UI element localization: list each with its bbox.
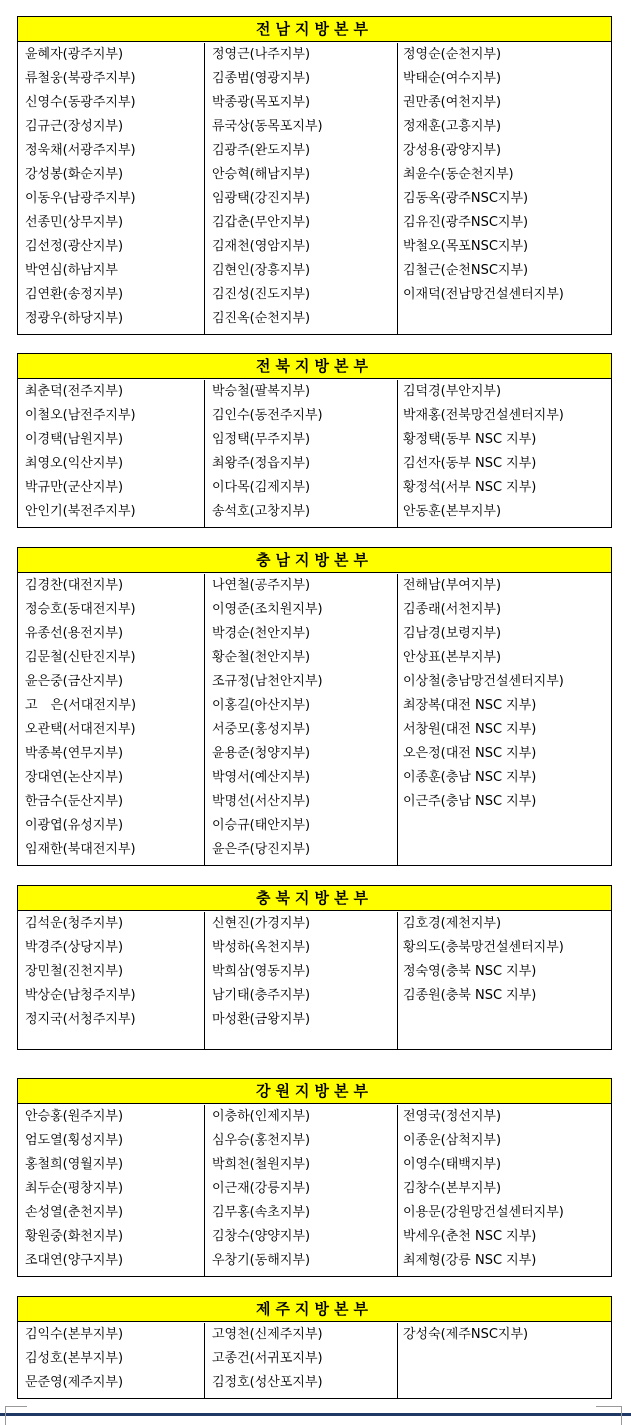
member-entry: 조규정(남천안지부) bbox=[212, 674, 323, 689]
section-title: 충북지방본부 bbox=[18, 886, 611, 911]
member-entry: 류국상(동목포지부) bbox=[212, 119, 323, 134]
member-entry: 김광주(완도지부) bbox=[212, 143, 311, 158]
member-entry: 안상표(본부지부) bbox=[403, 650, 502, 665]
member-entry: 최제형(강릉 NSC 지부) bbox=[403, 1253, 537, 1268]
member-entry: 한금수(둔산지부) bbox=[25, 794, 124, 809]
member-entry: 임광택(강진지부) bbox=[212, 191, 311, 206]
member-entry: 최두순(평창지부) bbox=[25, 1181, 124, 1196]
member-entry: 김진성(진도지부) bbox=[212, 287, 311, 302]
member-entry: 이승규(태안지부) bbox=[212, 818, 311, 833]
member-entry: 이철오(남전주지부) bbox=[25, 408, 136, 423]
member-entry: 남기태(충주지부) bbox=[212, 988, 311, 1003]
member-entry: 강성봉(화순지부) bbox=[25, 167, 124, 182]
member-entry: 최춘덕(전주지부) bbox=[25, 384, 124, 399]
member-entry: 안승홍(원주지부) bbox=[25, 1109, 124, 1124]
member-entry: 김석운(청주지부) bbox=[25, 916, 124, 931]
column-1 bbox=[18, 1105, 205, 1276]
member-entry: 박희천(철원지부) bbox=[212, 1157, 311, 1172]
column-3 bbox=[398, 43, 611, 334]
member-entry: 이영수(태백지부) bbox=[403, 1157, 502, 1172]
member-entry: 서창원(대전 NSC 지부) bbox=[403, 722, 537, 737]
member-entry: 김진옥(순천지부) bbox=[212, 311, 311, 326]
member-entry: 박재홍(전북망건설센터지부) bbox=[403, 408, 564, 423]
member-entry: 김덕경(부안지부) bbox=[403, 384, 502, 399]
member-entry: 김철근(순천NSC지부) bbox=[403, 263, 529, 278]
member-entry: 김선정(광산지부) bbox=[25, 239, 124, 254]
member-entry: 우창기(동해지부) bbox=[212, 1253, 311, 1268]
member-entry: 문준영(제주지부) bbox=[25, 1375, 124, 1390]
member-entry: 안인기(북전주지부) bbox=[25, 504, 136, 519]
column-2 bbox=[205, 380, 398, 527]
member-entry: 김문철(신탄진지부) bbox=[25, 650, 136, 665]
section-gangwon bbox=[17, 1078, 612, 1277]
column-2 bbox=[205, 912, 398, 1049]
member-entry: 정승호(동대전지부) bbox=[25, 602, 136, 617]
member-entry: 박종광(목포지부) bbox=[212, 95, 311, 110]
name-grid bbox=[18, 379, 611, 527]
member-entry: 임정택(무주지부) bbox=[212, 432, 311, 447]
member-entry: 장민철(진천지부) bbox=[25, 964, 124, 979]
member-entry: 박승철(팔복지부) bbox=[212, 384, 311, 399]
column-2 bbox=[205, 1323, 398, 1398]
member-entry: 김호경(제천지부) bbox=[403, 916, 502, 931]
member-entry: 안승혁(해남지부) bbox=[212, 167, 311, 182]
section-title: 강원지방본부 bbox=[18, 1079, 611, 1104]
section-chungnam bbox=[17, 547, 612, 866]
member-entry: 마성환(금왕지부) bbox=[212, 1012, 311, 1027]
section-title: 전남지방본부 bbox=[18, 17, 611, 42]
column-1 bbox=[18, 912, 205, 1049]
member-entry: 고종건(서귀포지부) bbox=[212, 1351, 323, 1366]
member-entry: 김재천(영암지부) bbox=[212, 239, 311, 254]
member-entry: 고 은(서대전지부) bbox=[25, 698, 137, 713]
name-grid bbox=[18, 1322, 611, 1398]
member-entry: 엄도열(횡성지부) bbox=[25, 1133, 124, 1148]
member-entry: 정숙영(충북 NSC 지부) bbox=[403, 964, 537, 979]
member-entry: 최왕주(정읍지부) bbox=[212, 456, 311, 471]
member-entry: 전해남(부여지부) bbox=[403, 578, 502, 593]
name-grid bbox=[18, 911, 611, 1049]
member-entry: 박연심(하남지부 bbox=[25, 263, 118, 278]
member-entry: 정재훈(고흥지부) bbox=[403, 119, 502, 134]
member-entry: 윤용준(청양지부) bbox=[212, 746, 311, 761]
member-entry: 서중모(홍성지부) bbox=[212, 722, 311, 737]
member-entry: 이종운(삼척지부) bbox=[403, 1133, 502, 1148]
column-2 bbox=[205, 1105, 398, 1276]
column-3 bbox=[398, 574, 611, 865]
member-entry: 김창수(본부지부) bbox=[403, 1181, 502, 1196]
column-1 bbox=[18, 43, 205, 334]
member-entry: 이재덕(전남망건설센터지부) bbox=[403, 287, 564, 302]
member-entry: 이경택(남원지부) bbox=[25, 432, 124, 447]
member-entry: 윤은중(금산지부) bbox=[25, 674, 124, 689]
member-entry: 최장복(대전 NSC 지부) bbox=[403, 698, 537, 713]
member-entry: 강성숙(제주NSC지부) bbox=[403, 1327, 529, 1342]
column-1 bbox=[18, 574, 205, 865]
member-entry: 박규만(군산지부) bbox=[25, 480, 124, 495]
member-entry: 김성호(본부지부) bbox=[25, 1351, 124, 1366]
member-entry: 장대연(논산지부) bbox=[25, 770, 124, 785]
member-entry: 김연환(송정지부) bbox=[25, 287, 124, 302]
member-entry: 오은정(대전 NSC 지부) bbox=[403, 746, 537, 761]
column-2 bbox=[205, 574, 398, 865]
member-entry: 조대연(양구지부) bbox=[25, 1253, 124, 1268]
member-entry: 박태순(여수지부) bbox=[403, 71, 502, 86]
column-3 bbox=[398, 1323, 611, 1398]
member-entry: 박세우(춘천 NSC 지부) bbox=[403, 1229, 537, 1244]
member-entry: 김유진(광주NSC지부) bbox=[403, 215, 529, 230]
member-entry: 박희삼(영동지부) bbox=[212, 964, 311, 979]
member-entry: 손성열(춘천지부) bbox=[25, 1205, 124, 1220]
member-entry: 이영준(조치원지부) bbox=[212, 602, 323, 617]
member-entry: 유종선(용전지부) bbox=[25, 626, 124, 641]
name-grid bbox=[18, 573, 611, 865]
member-entry: 황정택(동부 NSC 지부) bbox=[403, 432, 537, 447]
member-entry: 고영천(신제주지부) bbox=[212, 1327, 323, 1342]
footer-rule bbox=[0, 1413, 631, 1416]
member-entry: 이종훈(충남 NSC 지부) bbox=[403, 770, 537, 785]
member-entry: 황순철(천안지부) bbox=[212, 650, 311, 665]
column-3 bbox=[398, 380, 611, 527]
member-entry: 박영서(예산지부) bbox=[212, 770, 311, 785]
member-entry: 이근재(강릉지부) bbox=[212, 1181, 311, 1196]
member-entry: 황정석(서부 NSC 지부) bbox=[403, 480, 537, 495]
member-entry: 신영수(동광주지부) bbox=[25, 95, 136, 110]
member-entry: 이용문(강원망건설센터지부) bbox=[403, 1205, 564, 1220]
member-entry: 권만종(여천지부) bbox=[403, 95, 502, 110]
member-entry: 선종민(상무지부) bbox=[25, 215, 124, 230]
member-entry: 최영오(익산지부) bbox=[25, 456, 124, 471]
name-grid bbox=[18, 42, 611, 334]
member-entry: 김현인(장흥지부) bbox=[212, 263, 311, 278]
member-entry: 김동옥(광주NSC지부) bbox=[403, 191, 529, 206]
member-entry: 이광엽(유성지부) bbox=[25, 818, 124, 833]
section-title: 충남지방본부 bbox=[18, 548, 611, 573]
member-entry: 김창수(양양지부) bbox=[212, 1229, 311, 1244]
member-entry: 박종복(연무지부) bbox=[25, 746, 124, 761]
member-entry: 김종범(영광지부) bbox=[212, 71, 311, 86]
member-entry: 김규근(장성지부) bbox=[25, 119, 124, 134]
member-entry: 김익수(본부지부) bbox=[25, 1327, 124, 1342]
member-entry: 이충하(인제지부) bbox=[212, 1109, 311, 1124]
member-entry: 김남경(보령지부) bbox=[403, 626, 502, 641]
column-1 bbox=[18, 1323, 205, 1398]
member-entry: 박성하(옥천지부) bbox=[212, 940, 311, 955]
section-jeonbuk bbox=[17, 353, 612, 528]
member-entry: 김종래(서천지부) bbox=[403, 602, 502, 617]
member-entry: 윤은주(당진지부) bbox=[212, 842, 311, 857]
section-jeonnam bbox=[17, 16, 612, 335]
member-entry: 나연철(공주지부) bbox=[212, 578, 311, 593]
column-2 bbox=[205, 43, 398, 334]
member-entry: 이다목(김제지부) bbox=[212, 480, 311, 495]
page-corner-mark-right bbox=[596, 1406, 622, 1425]
member-entry: 박경순(천안지부) bbox=[212, 626, 311, 641]
member-entry: 정지국(서청주지부) bbox=[25, 1012, 136, 1027]
member-entry: 김무홍(속초지부) bbox=[212, 1205, 311, 1220]
member-entry: 정광우(하당지부) bbox=[25, 311, 124, 326]
section-jeju bbox=[17, 1296, 612, 1399]
member-entry: 윤혜자(광주지부) bbox=[25, 47, 124, 62]
member-entry: 최윤수(동순천지부) bbox=[403, 167, 514, 182]
member-entry: 황원중(화천지부) bbox=[25, 1229, 124, 1244]
member-entry: 신현진(가경지부) bbox=[212, 916, 311, 931]
member-entry: 황의도(충북망건설센터지부) bbox=[403, 940, 564, 955]
member-entry: 이근주(충남 NSC 지부) bbox=[403, 794, 537, 809]
member-entry: 안동훈(본부지부) bbox=[403, 504, 502, 519]
member-entry: 심우승(홍천지부) bbox=[212, 1133, 311, 1148]
member-entry: 정영근(나주지부) bbox=[212, 47, 311, 62]
member-entry: 박상순(남청주지부) bbox=[25, 988, 136, 1003]
member-entry: 이상철(충남망건설센터지부) bbox=[403, 674, 564, 689]
column-1 bbox=[18, 380, 205, 527]
column-3 bbox=[398, 912, 611, 1049]
member-entry: 송석호(고창지부) bbox=[212, 504, 311, 519]
section-title: 제주지방본부 bbox=[18, 1297, 611, 1322]
member-entry: 김인수(동전주지부) bbox=[212, 408, 323, 423]
column-3 bbox=[398, 1105, 611, 1276]
member-entry: 이동우(남광주지부) bbox=[25, 191, 136, 206]
member-entry: 박철오(목포NSC지부) bbox=[403, 239, 529, 254]
member-entry: 홍철희(영월지부) bbox=[25, 1157, 124, 1172]
member-entry: 김선자(동부 NSC 지부) bbox=[403, 456, 537, 471]
name-grid bbox=[18, 1104, 611, 1276]
section-title: 전북지방본부 bbox=[18, 354, 611, 379]
member-entry: 류철웅(북광주지부) bbox=[25, 71, 136, 86]
member-entry: 정영순(순천지부) bbox=[403, 47, 502, 62]
member-entry: 정욱채(서광주지부) bbox=[25, 143, 136, 158]
member-entry: 김갑춘(무안지부) bbox=[212, 215, 311, 230]
member-entry: 강성용(광양지부) bbox=[403, 143, 502, 158]
member-entry: 임재한(북대전지부) bbox=[25, 842, 136, 857]
page-corner-mark-left bbox=[5, 1406, 27, 1425]
member-entry: 김종원(충북 NSC 지부) bbox=[403, 988, 537, 1003]
member-entry: 박명선(서산지부) bbox=[212, 794, 311, 809]
member-entry: 박경주(상당지부) bbox=[25, 940, 124, 955]
section-chungbuk bbox=[17, 885, 612, 1050]
member-entry: 오관택(서대전지부) bbox=[25, 722, 136, 737]
member-entry: 전영국(정선지부) bbox=[403, 1109, 502, 1124]
member-entry: 김경찬(대전지부) bbox=[25, 578, 124, 593]
member-entry: 김정호(성산포지부) bbox=[212, 1375, 323, 1390]
member-entry: 이홍길(아산지부) bbox=[212, 698, 311, 713]
